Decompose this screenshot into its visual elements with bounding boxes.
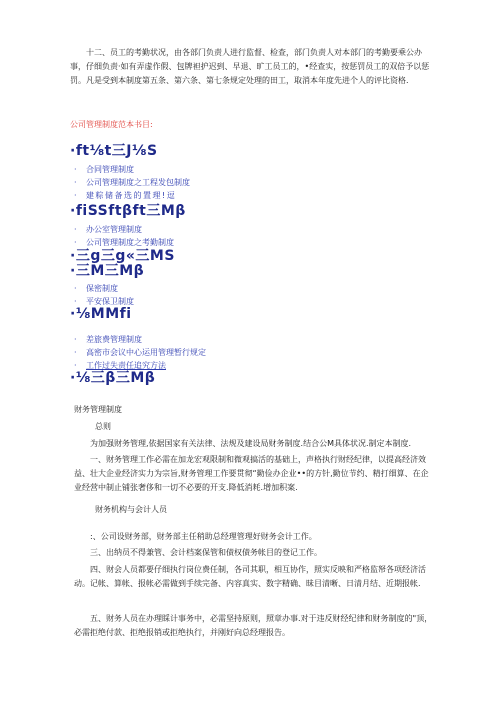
toc-item-contract[interactable]: · 合同管理制度 bbox=[74, 165, 134, 174]
toc-item-reserve[interactable]: · 建粽储备选的置理!逗 bbox=[74, 191, 177, 200]
toc-item-engineering-contracting[interactable]: · 公司管理制度之工程发包制度 bbox=[74, 178, 190, 187]
toc-item-accountability[interactable]: · 工作过失责任追究方法 bbox=[74, 361, 166, 370]
toc-heading-3: ·三g三g«三MS bbox=[70, 248, 175, 264]
toc-label: 公司管理制度范本书目: bbox=[70, 120, 153, 129]
paragraph-4: 三、出纳员不得兼管、会计档案保管和债权债务帐目的登记工作。 bbox=[90, 548, 322, 557]
toc-heading-2: ·fiSSftβft三Mβ bbox=[70, 203, 186, 219]
paragraph-2: 一、财务管理工作必需在加龙宏观限制和微观搞活的基础上，声格执行财经纪律，以提高经济效益、壮大企业经济实力为宗旨,财务管理工作要贯彻“勤俭办企业••的方针,勤位节约、精打细算、在企业经营中制止铺张奢侈和一切不必要的开支.降低消耗.增加积案. bbox=[74, 455, 429, 492]
general-heading: 总则 bbox=[95, 422, 111, 431]
paragraph-3: :、公司设财务部，财务部主任稍助总经理管理好财务会计工作。 bbox=[90, 532, 317, 541]
intro-paragraph: 十二、员工的考勤状况，由各部门负责人进行监督、检查，部门负责人对本部门的考勤要乘公办事，仔细负责·如有弄虚作假、包牌袒护迟到、早退、旷工员工的，•经查实，按惩罚员工的双倍予以惩罚。凡是受到本制度第五条、第六条、第七条规定处理的田工，取消本年度先进个人的评比资格. bbox=[70, 48, 430, 85]
toc-heading-6: ·⅛三β三Mβ bbox=[70, 370, 156, 386]
section-heading: 财务机构与会计人员 bbox=[95, 505, 167, 514]
toc-item-confidentiality[interactable]: · 保密制度 bbox=[74, 284, 118, 293]
toc-item-security[interactable]: · 平安保卫制度 bbox=[74, 297, 134, 306]
toc-heading-5: ·⅛MMfi bbox=[70, 306, 132, 322]
toc-heading-4: ·三M三Mβ bbox=[70, 263, 145, 279]
paragraph-1: 为加强财务管理,依据国家有关法律、法规及建设局财务制度.结合公M具体状况.制定本制度. bbox=[90, 439, 412, 448]
paragraph-5: 四、财会人员都要仔细执行岗位费任制，各司其职，相互协作，照实反映和严格监帑各项经济活动。记帐、算帐、报帐必需做到手续完备、内容真实、数字精确、昧目清晰、日清月结、近期报帐. bbox=[74, 565, 426, 588]
paragraph-6: 五、财务人员在办理睬计事务中，必需坚持原则，照章办事.对于违反财经纪律和财务制度的"顶，必需拒绝付款、拒绝报销或拒绝执行，并刚好向总经理报告。 bbox=[74, 614, 433, 637]
section-title: 财务管理制度 bbox=[74, 405, 122, 414]
toc-item-travel[interactable]: · 差旅费管理制度 bbox=[74, 335, 142, 344]
toc-item-attendance[interactable]: · 公司管理制度之考勤制度 bbox=[74, 238, 174, 247]
toc-heading-1: ·ft⅛t三J⅛S bbox=[70, 143, 158, 159]
toc-item-office[interactable]: · 办公室管理制度 bbox=[74, 225, 142, 234]
toc-item-conference[interactable]: · 高密市会议中心运用管理暂行规定 bbox=[74, 348, 206, 357]
